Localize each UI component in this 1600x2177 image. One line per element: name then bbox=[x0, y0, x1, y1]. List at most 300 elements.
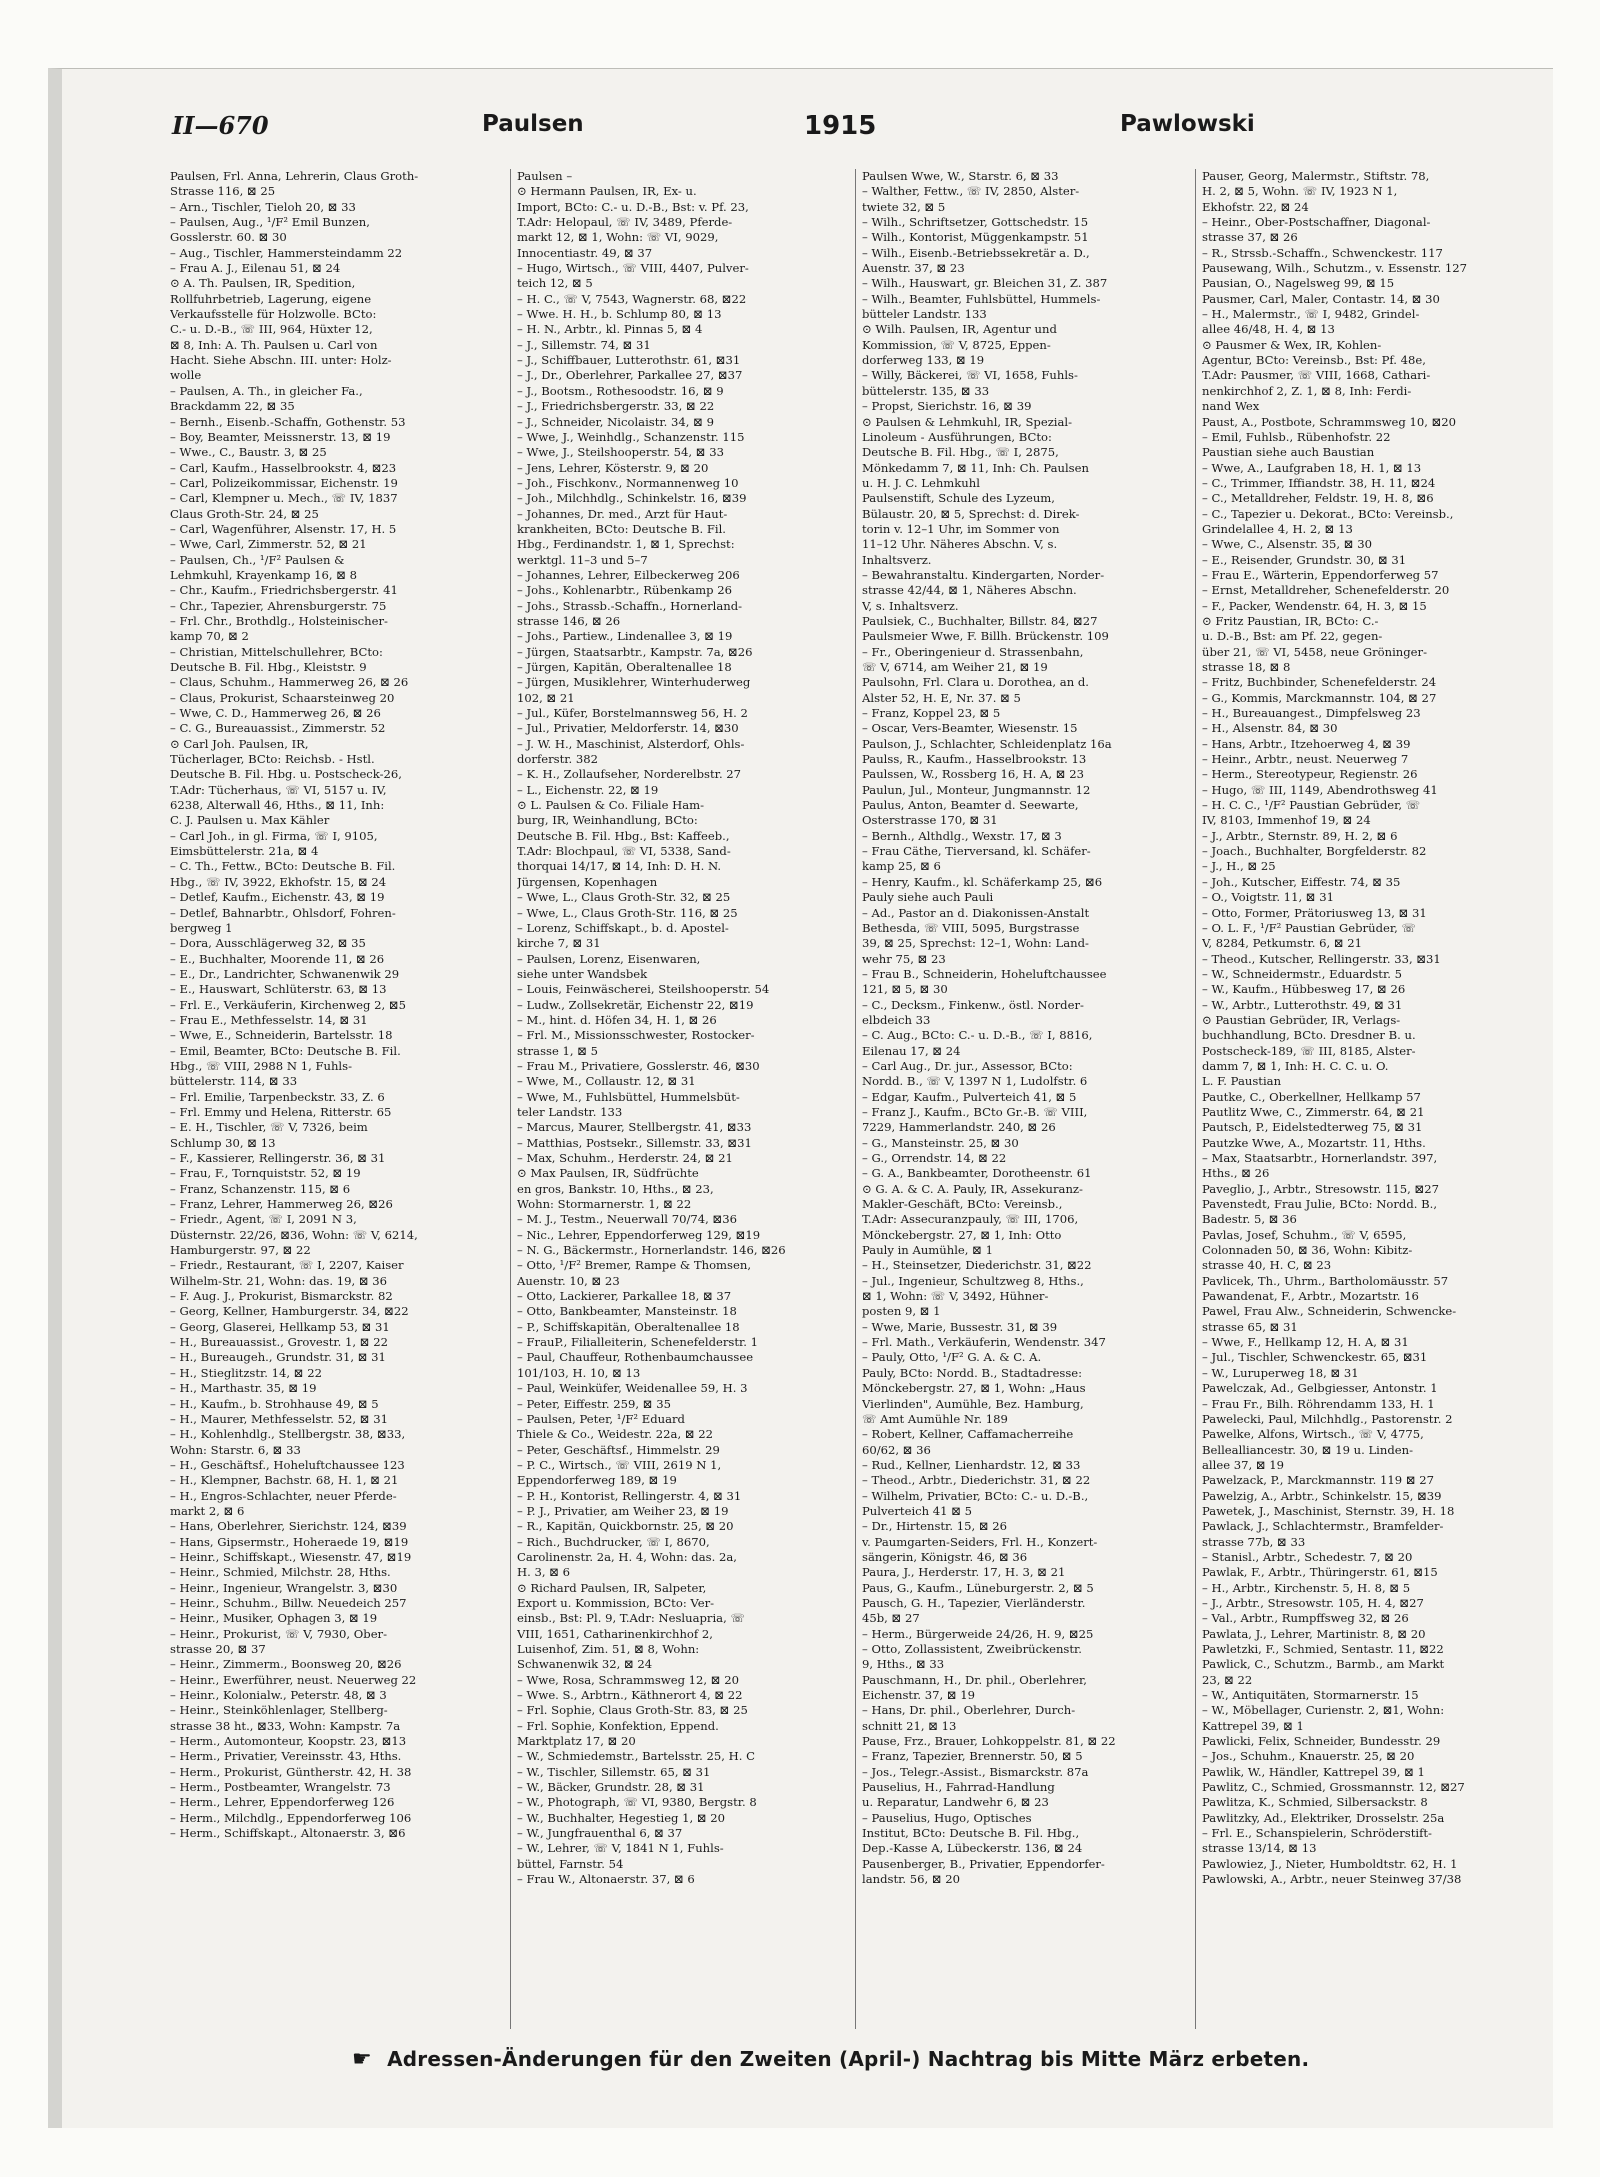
directory-entry-line: Paulun, Jul., Monteur, Jungmannstr. 12 bbox=[862, 782, 1091, 797]
directory-entry-line: burg, IR, Weinhandlung, BCto: bbox=[517, 813, 698, 828]
directory-entry-line: v. Paumgarten-Seiders, Frl. H., Konzert- bbox=[862, 1534, 1098, 1549]
directory-entry-line: – H., Geschäftsf., Hoheluftchaussee 123 bbox=[170, 1457, 405, 1472]
directory-entry-line: – Pauselius, Hugo, Optisches bbox=[862, 1810, 1032, 1825]
directory-entry-line: – C., Trimmer, Iffiandstr. 38, H. 11, ⊠24 bbox=[1202, 475, 1436, 490]
directory-entry-line: – W., Lehrer, ☏ V, 1841 N 1, Fuhls- bbox=[517, 1841, 724, 1856]
directory-entry-line: – H., Klempner, Bachstr. 68, H. 1, ⊠ 21 bbox=[170, 1473, 399, 1488]
directory-entry-line: 121, ⊠ 5, ⊠ 30 bbox=[862, 982, 948, 997]
directory-entry-line: – Herm., Stereotypeur, Regienstr. 26 bbox=[1202, 767, 1418, 782]
directory-entry-line: Hbg., ☏ VIII, 2988 N 1, Fuhls- bbox=[170, 1058, 352, 1073]
directory-entry-line: – Johs., Strassb.-Schaffn., Hornerland- bbox=[517, 598, 743, 613]
directory-entry-line: – Paul, Chauffeur, Rothenbaumchaussee bbox=[517, 1350, 754, 1365]
directory-entry-line: – Heinr., Schuhm., Billw. Neuedeich 257 bbox=[170, 1595, 407, 1610]
directory-entry-line: Wohn: Stormarnerstr. 1, ⊠ 22 bbox=[517, 1197, 692, 1212]
directory-entry-line: Pawetek, J., Maschinist, Sternstr. 39, H. 18 bbox=[1202, 1503, 1455, 1518]
directory-entry-line: – H. N., Arbtr., kl. Pinnas 5, ⊠ 4 bbox=[517, 322, 703, 337]
directory-entry-line: – Aug., Tischler, Hammersteindamm 22 bbox=[170, 245, 403, 260]
directory-entry-line: Pawlowiez, J., Nieter, Humboldtstr. 62, H. 1 bbox=[1202, 1856, 1458, 1871]
directory-entry-line: – Herm., Bürgerweide 24/26, H. 9, ⊠25 bbox=[862, 1626, 1094, 1641]
directory-entry-line: Pulverteich 41 ⊠ 5 bbox=[862, 1503, 973, 1518]
directory-entry-line: – E., Reisender, Grundstr. 30, ⊠ 31 bbox=[1202, 552, 1407, 567]
directory-entry-line: – Johs., Partiew., Lindenallee 3, ⊠ 19 bbox=[517, 629, 733, 644]
directory-entry-line: – H., Maurer, Methfesselstr. 52, ⊠ 31 bbox=[170, 1411, 388, 1426]
directory-entry-line: Makler-Geschäft, BCto: Vereinsb., bbox=[862, 1197, 1063, 1212]
directory-entry-line: Pausenberger, B., Privatier, Eppendorfer- bbox=[862, 1856, 1105, 1871]
column-2 bbox=[510, 169, 842, 2029]
directory-entry-line: strasse 65, ⊠ 31 bbox=[1202, 1319, 1298, 1334]
directory-entry-line: – Nic., Lehrer, Eppendorferweg 129, ⊠19 bbox=[517, 1227, 761, 1242]
directory-entry-line: Agentur, BCto: Vereinsb., Bst: Pf. 48e, bbox=[1202, 353, 1426, 368]
directory-entry-line: Paulson, J., Schlachter, Schleidenplatz 16a bbox=[862, 736, 1112, 751]
directory-entry-line: Bülaustr. 20, ⊠ 5, Sprechst: d. Direk- bbox=[862, 506, 1080, 521]
directory-entry-line: Pawlack, J., Schlachtermstr., Bramfelder- bbox=[1202, 1519, 1444, 1534]
directory-entry-line: landstr. 56, ⊠ 20 bbox=[862, 1872, 961, 1887]
directory-entry-line: strasse 38 ht., ⊠33, Wohn: Kampstr. 7a bbox=[170, 1718, 401, 1733]
directory-entry-line: – Heinr., Schiffskapt., Wiesenstr. 47, ⊠19 bbox=[170, 1549, 412, 1564]
directory-entry-line: Grindelallee 4, H. 2, ⊠ 13 bbox=[1202, 521, 1353, 536]
footer-text: Adressen-Änderungen für den Zweiten (April-) Nachtrag bis Mitte März erbeten. bbox=[387, 2047, 1310, 2071]
page-number: II—670 bbox=[172, 111, 269, 140]
directory-entry-line: – Hans, Gipsermstr., Hoheraede 19, ⊠19 bbox=[170, 1534, 409, 1549]
directory-entry-line: – M., hint. d. Höfen 34, H. 1, ⊠ 26 bbox=[517, 1012, 717, 1027]
directory-entry-line: Lehmkuhl, Krayenkamp 16, ⊠ 8 bbox=[170, 567, 357, 582]
directory-entry-line: – Herm., Schiffskapt., Altonaerstr. 3, ⊠6 bbox=[170, 1826, 406, 1841]
directory-entry-line: Pawlitz, C., Schmied, Grossmannstr. 12, ⊠27 bbox=[1202, 1780, 1465, 1795]
directory-entry-line: Hbg., Ferdinandstr. 1, ⊠ 1, Sprechst: bbox=[517, 537, 735, 552]
directory-entry-line: – Wilh., Eisenb.-Betriebssekretär a. D., bbox=[862, 245, 1090, 260]
directory-entry-line: en gros, Bankstr. 10, Hths., ⊠ 23, bbox=[517, 1181, 714, 1196]
directory-entry-line: – Frau W., Altonaerstr. 37, ⊠ 6 bbox=[517, 1872, 695, 1887]
directory-entry-line: – Wilh., Schriftsetzer, Gottschedstr. 15 bbox=[862, 215, 1089, 230]
directory-entry-line: Paura, J., Herderstr. 17, H. 3, ⊠ 21 bbox=[862, 1565, 1066, 1580]
directory-entry-line: Kattrepel 39, ⊠ 1 bbox=[1202, 1718, 1304, 1733]
directory-entry-line: – Wilh., Kontorist, Müggenkampstr. 51 bbox=[862, 230, 1089, 245]
directory-entry-line: – Wwe, J., Steilshooperstr. 54, ⊠ 33 bbox=[517, 445, 724, 460]
directory-entry-line: – Wwe, Rosa, Schrammsweg 12, ⊠ 20 bbox=[517, 1672, 739, 1687]
directory-entry-line: – Stanisl., Arbtr., Schedestr. 7, ⊠ 20 bbox=[1202, 1549, 1413, 1564]
directory-entry-line: – C. Aug., BCto: C.- u. D.-B., ☏ I, 8816, bbox=[862, 1028, 1093, 1043]
directory-entry-line: ☏ Amt Aumühle Nr. 189 bbox=[862, 1411, 1008, 1426]
directory-entry-line: – Frau M., Privatiere, Gosslerstr. 46, ⊠30 bbox=[517, 1058, 760, 1073]
directory-entry-line: – Otto, Bankbeamter, Mansteinstr. 18 bbox=[517, 1304, 737, 1319]
directory-entry-line: Pawel, Frau Alw., Schneiderin, Schwencke- bbox=[1202, 1304, 1457, 1319]
directory-entry-line: Pavenstedt, Frau Julie, BCto: Nordd. B., bbox=[1202, 1197, 1438, 1212]
directory-entry-line: teich 12, ⊠ 5 bbox=[517, 276, 593, 291]
directory-entry-line: – Theod., Kutscher, Rellingerstr. 33, ⊠31 bbox=[1202, 951, 1441, 966]
directory-entry-line: 11–12 Uhr. Näheres Abschn. V, s. bbox=[862, 537, 1058, 552]
directory-entry-line: ⊙ Wilh. Paulsen, IR, Agentur und bbox=[862, 322, 1057, 337]
directory-entry-line: Rollfuhrbetrieb, Lagerung, eigene bbox=[170, 291, 372, 306]
directory-entry-line: werktgl. 11–3 und 5–7 bbox=[517, 552, 648, 567]
directory-entry-line: – H., Engros-Schlachter, neuer Pferde- bbox=[170, 1488, 397, 1503]
directory-entry-line: – Jul., Tischler, Schwenckestr. 65, ⊠31 bbox=[1202, 1350, 1428, 1365]
directory-entry-line: buchhandlung, BCto. Dresdner B. u. bbox=[1202, 1028, 1416, 1043]
directory-entry-line: – Christian, Mittelschullehrer, BCto: bbox=[170, 644, 383, 659]
directory-entry-line: ⊙ A. Th. Paulsen, IR, Spedition, bbox=[170, 276, 356, 291]
directory-entry-line: – Hugo, Wirtsch., ☏ VIII, 4407, Pulver- bbox=[517, 261, 749, 276]
directory-entry-line: Pawlak, F., Arbtr., Thüringerstr. 61, ⊠15 bbox=[1202, 1565, 1438, 1580]
directory-entry-line: L. F. Paustian bbox=[1202, 1074, 1282, 1089]
directory-entry-line: teler Landstr. 133 bbox=[517, 1104, 623, 1119]
directory-entry-line: Pawelke, Alfons, Wirtsch., ☏ V, 4775, bbox=[1202, 1427, 1424, 1442]
directory-entry-line: – F. Aug. J., Prokurist, Bismarckstr. 82 bbox=[170, 1289, 393, 1304]
directory-entry-line: VIII, 1651, Catharinenkirchhof 2, bbox=[517, 1626, 713, 1641]
directory-entry-line: – Wilhelm, Privatier, BCto: C.- u. D.-B., bbox=[862, 1488, 1089, 1503]
directory-entry-line: sängerin, Königstr. 46, ⊠ 36 bbox=[862, 1549, 1028, 1564]
directory-entry-line: – Walther, Fettw., ☏ IV, 2850, Alster- bbox=[862, 184, 1080, 199]
directory-entry-line: Mönckebergstr. 27, ⊠ 1, Inh: Otto bbox=[862, 1227, 1062, 1242]
directory-entry-line: strasse 18, ⊠ 8 bbox=[1202, 660, 1291, 674]
directory-entry-line: – W., Möbellager, Curienstr. 2, ⊠1, Wohn: bbox=[1202, 1703, 1445, 1718]
directory-entry-line: – P. H., Kontorist, Rellingerstr. 4, ⊠ 31 bbox=[517, 1488, 742, 1503]
directory-entry-line: Tücherlager, BCto: Reichsb. - Hstl. bbox=[170, 752, 375, 767]
directory-entry-line: – Wwe, M., Collaustr. 12, ⊠ 31 bbox=[517, 1074, 696, 1089]
directory-entry-line: – Val., Arbtr., Rumpffsweg 32, ⊠ 26 bbox=[1202, 1611, 1409, 1626]
directory-entry-line: Vierlinden", Aumühle, Bez. Hamburg, bbox=[862, 1396, 1084, 1411]
directory-entry-line: – Wwe, C. D., Hammerweg 26, ⊠ 26 bbox=[170, 706, 381, 721]
directory-entry-line: – Dr., Hirtenstr. 15, ⊠ 26 bbox=[862, 1519, 1007, 1534]
directory-entry-line: Pauser, Georg, Malermstr., Stiftstr. 78, bbox=[1202, 169, 1430, 183]
directory-entry-line: – M. J., Testm., Neuerwall 70/74, ⊠36 bbox=[517, 1212, 737, 1227]
directory-entry-line: ⊙ Hermann Paulsen, IR, Ex- u. bbox=[517, 184, 697, 199]
directory-entry-line: – Detlef, Bahnarbtr., Ohlsdorf, Fohren- bbox=[170, 905, 396, 920]
directory-entry-line: H. 2, ⊠ 5, Wohn. ☏ IV, 1923 N 1, bbox=[1202, 184, 1398, 199]
directory-entry-line: u. D.-B., Bst: am Pf. 22, gegen- bbox=[1202, 629, 1383, 644]
directory-entry-line: thorquai 14/17, ⊠ 14, Inh: D. H. N. bbox=[517, 859, 722, 874]
directory-entry-line: – Oscar, Vers-Beamter, Wiesenstr. 15 bbox=[862, 721, 1078, 736]
directory-entry-line: Paveglio, J., Arbtr., Stresowstr. 115, ⊠27 bbox=[1202, 1181, 1439, 1196]
directory-entry-line: über 21, ☏ VI, 5458, neue Gröninger- bbox=[1202, 644, 1427, 659]
directory-entry-line: Pausmer, Carl, Maler, Contastr. 14, ⊠ 30 bbox=[1202, 291, 1440, 306]
directory-entry-line: – Franz J., Kaufm., BCto Gr.-B. ☏ VIII, bbox=[862, 1104, 1088, 1119]
directory-entry-line: – Wwe, C., Alsenstr. 35, ⊠ 30 bbox=[1202, 537, 1372, 552]
directory-entry-line: Badestr. 5, ⊠ 36 bbox=[1202, 1212, 1297, 1227]
directory-entry-line: Wohn: Starstr. 6, ⊠ 33 bbox=[170, 1442, 301, 1457]
directory-entry-line: – Wwe, E., Schneiderin, Bartelsstr. 18 bbox=[170, 1028, 393, 1043]
directory-entry-line: siehe unter Wandsbek bbox=[517, 966, 648, 981]
directory-entry-line: Osterstrasse 170, ⊠ 31 bbox=[862, 813, 998, 828]
directory-entry-line: – Peter, Geschäftsf., Himmelstr. 29 bbox=[517, 1442, 720, 1457]
directory-entry-line: Paulsohn, Frl. Clara u. Dorothea, an d. bbox=[862, 675, 1089, 690]
directory-entry-line: wehr 75, ⊠ 23 bbox=[862, 951, 946, 966]
directory-entry-line: – W., Photograph, ☏ VI, 9380, Bergstr. 8 bbox=[517, 1795, 757, 1810]
directory-entry-line: Pausewang, Wilh., Schutzm., v. Essenstr. 127 bbox=[1202, 261, 1468, 276]
directory-entry-line: – H., Bureauassist., Grovestr. 1, ⊠ 22 bbox=[170, 1335, 388, 1350]
directory-entry-line: – Henry, Kaufm., kl. Schäferkamp 25, ⊠6 bbox=[862, 874, 1103, 889]
directory-entry-line: Pawlick, C., Schutzm., Barmb., am Markt bbox=[1202, 1657, 1445, 1672]
directory-entry-line: Pause, Frz., Brauer, Lohkoppelstr. 81, ⊠ 22 bbox=[862, 1734, 1116, 1749]
directory-entry-line: – Franz, Koppel 23, ⊠ 5 bbox=[862, 706, 1001, 721]
directory-entry-line: – Emil, Fuhlsb., Rübenhofstr. 22 bbox=[1202, 429, 1391, 444]
directory-entry-line: – Max, Schuhm., Herderstr. 24, ⊠ 21 bbox=[517, 1151, 733, 1165]
directory-entry-line: – Marcus, Maurer, Stellbergstr. 41, ⊠33 bbox=[517, 1120, 752, 1135]
directory-entry-line: – Matthias, Postsekr., Sillemstr. 33, ⊠31 bbox=[517, 1135, 752, 1150]
directory-entry-line: – E., Buchhalter, Moorende 11, ⊠ 26 bbox=[170, 951, 385, 966]
directory-entry-line: Pawlata, J., Lehrer, Martinistr. 8, ⊠ 20 bbox=[1202, 1626, 1426, 1641]
directory-entry-line: bütteler Landstr. 133 bbox=[862, 307, 987, 322]
directory-entry-line: – Paulsen, Lorenz, Eisenwaren, bbox=[517, 951, 701, 966]
directory-entry-line: – Bewahranstaltu. Kindergarten, Norder- bbox=[862, 567, 1105, 582]
directory-entry-line: – W., Bäcker, Grundstr. 28, ⊠ 31 bbox=[517, 1780, 705, 1795]
directory-entry-line: – Georg, Glaserei, Hellkamp 53, ⊠ 31 bbox=[170, 1319, 390, 1334]
directory-entry-line: – Claus, Prokurist, Schaarsteinweg 20 bbox=[170, 690, 395, 705]
directory-entry-line: Carolinenstr. 2a, H. 4, Wohn: das. 2a, bbox=[517, 1549, 737, 1564]
directory-entry-line: strasse 77b, ⊠ 33 bbox=[1202, 1534, 1306, 1549]
directory-entry-line: – Frl. Sophie, Claus Groth-Str. 83, ⊠ 25 bbox=[517, 1703, 748, 1718]
directory-entry-line: – Otto, Former, Prätoriusweg 13, ⊠ 31 bbox=[1202, 905, 1427, 920]
directory-entry-line: ⊙ Fritz Paustian, IR, BCto: C.- bbox=[1202, 613, 1379, 628]
directory-entry-line: – Heinr., Schmied, Milchstr. 28, Hths. bbox=[170, 1565, 391, 1580]
directory-entry-line: – Bernh., Althdlg., Wexstr. 17, ⊠ 3 bbox=[862, 828, 1062, 843]
directory-entry-line: – Herm., Lehrer, Eppendorferweg 126 bbox=[170, 1795, 395, 1810]
directory-entry-line: – Jos., Telegr.-Assist., Bismarckstr. 87a bbox=[862, 1764, 1089, 1779]
directory-entry-line: – Herm., Prokurist, Güntherstr. 42, H. 38 bbox=[170, 1764, 412, 1779]
directory-entry-line: – Joach., Buchhalter, Borgfelderstr. 82 bbox=[1202, 844, 1427, 859]
directory-entry-line: Hamburgerstr. 97, ⊠ 22 bbox=[170, 1243, 311, 1258]
directory-entry-line: T.Adr: Pausmer, ☏ VIII, 1668, Cathari- bbox=[1202, 368, 1431, 383]
directory-entry-line: – Jul., Küfer, Borstelmannsweg 56, H. 2 bbox=[517, 706, 748, 721]
directory-entry-line: – C. G., Bureauassist., Zimmerstr. 52 bbox=[170, 721, 386, 736]
directory-entry-line: ⊙ Carl Joh. Paulsen, IR, bbox=[170, 736, 309, 751]
directory-entry-line: Paulssen, W., Rossberg 16, H. A, ⊠ 23 bbox=[862, 767, 1084, 782]
directory-entry-line: wolle bbox=[170, 368, 202, 383]
directory-entry-line: Auenstr. 37, ⊠ 23 bbox=[862, 261, 965, 276]
directory-entry-line: – W., Arbtr., Lutterothstr. 49, ⊠ 31 bbox=[1202, 997, 1403, 1012]
directory-entry-line: – Rich., Buchdrucker, ☏ I, 8670, bbox=[517, 1534, 710, 1549]
directory-entry-line: Postscheck-189, ☏ III, 8185, Alster- bbox=[1202, 1043, 1416, 1058]
directory-entry-line: ⊙ Richard Paulsen, IR, Salpeter, bbox=[517, 1580, 707, 1595]
directory-entry-line: elbdeich 33 bbox=[862, 1012, 931, 1027]
directory-entry-line: – Carl, Polizeikommissar, Eichenstr. 19 bbox=[170, 475, 398, 490]
directory-entry-line: IV, 8103, Immenhof 19, ⊠ 24 bbox=[1202, 813, 1371, 828]
directory-entry-line: – Wwe, L., Claus Groth-Str. 116, ⊠ 25 bbox=[517, 905, 738, 920]
directory-entry-line: – W., Jungfrauenthal 6, ⊠ 37 bbox=[517, 1826, 683, 1841]
directory-entry-line: torin v. 12–1 Uhr, im Sommer von bbox=[862, 521, 1060, 536]
directory-entry-line: Paulsiek, C., Buchhalter, Billstr. 84, ⊠27 bbox=[862, 613, 1098, 628]
directory-entry-line: – G., Orrendstr. 14, ⊠ 22 bbox=[862, 1151, 1007, 1165]
directory-entry-line: Wilhelm-Str. 21, Wohn: das. 19, ⊠ 36 bbox=[170, 1273, 388, 1288]
directory-entry-line: Kommission, ☏ V, 8725, Eppen- bbox=[862, 337, 1051, 352]
directory-entry-line: damm 7, ⊠ 1, Inh: H. C. C. u. O. bbox=[1202, 1058, 1389, 1073]
directory-entry-line: posten 9, ⊠ 1 bbox=[862, 1304, 941, 1319]
directory-entry-line: – Heinr., Ober-Postschaffner, Diagonal- bbox=[1202, 215, 1431, 230]
directory-entry-line: – Hans, Oberlehrer, Sierichstr. 124, ⊠39 bbox=[170, 1519, 407, 1534]
directory-entry-line: schnitt 21, ⊠ 13 bbox=[862, 1718, 957, 1733]
directory-entry-line: – Wilh., Beamter, Fuhlsbüttel, Hummels- bbox=[862, 291, 1101, 306]
directory-entry-line: Hbg., ☏ IV, 3922, Ekhofstr. 15, ⊠ 24 bbox=[170, 874, 387, 889]
directory-entry-line: strasse 146, ⊠ 26 bbox=[517, 613, 621, 628]
directory-entry-line: – Joh., Kutscher, Eiffestr. 74, ⊠ 35 bbox=[1202, 874, 1401, 889]
directory-entry-line: – Emil, Beamter, BCto: Deutsche B. Fil. bbox=[170, 1043, 401, 1058]
directory-entry-line: – Wwe. H. H., b. Schlump 80, ⊠ 13 bbox=[517, 307, 722, 322]
directory-entry-line: Pautzke Wwe, A., Mozartstr. 11, Hths. bbox=[1202, 1135, 1426, 1150]
directory-entry-line: Pauly, BCto: Nordd. B., Stadtadresse: bbox=[862, 1365, 1083, 1380]
directory-entry-line: Pawelzig, A., Arbtr., Schinkelstr. 15, ⊠39 bbox=[1202, 1488, 1442, 1503]
column-4 bbox=[1195, 169, 1527, 2029]
directory-entry-line: – W., Schneidermstr., Eduardstr. 5 bbox=[1202, 966, 1402, 981]
directory-entry-line: – Frau B., Schneiderin, Hoheluftchaussee bbox=[862, 966, 1107, 981]
directory-columns bbox=[170, 169, 1468, 2029]
directory-entry-line: – Edgar, Kaufm., Pulverteich 41, ⊠ 5 bbox=[862, 1089, 1077, 1104]
directory-entry-line: – Ludw., Zollsekretär, Eichenstr 22, ⊠19 bbox=[517, 997, 754, 1012]
directory-entry-line: – Frau A. J., Eilenau 51, ⊠ 24 bbox=[170, 261, 341, 276]
directory-entry-line: Deutsche B. Fil. Hbg. u. Postscheck-26, bbox=[170, 767, 402, 782]
directory-entry-line: Verkaufsstelle für Holzwolle. BCto: bbox=[170, 307, 377, 322]
directory-entry-line: dorferweg 133, ⊠ 19 bbox=[862, 353, 985, 368]
directory-entry-line: – E., Hauswart, Schlüterstr. 63, ⊠ 13 bbox=[170, 982, 387, 997]
directory-entry-line: – R., Kapitän, Quickbornstr. 25, ⊠ 20 bbox=[517, 1519, 734, 1534]
directory-entry-line: ☏ V, 6714, am Weiher 21, ⊠ 19 bbox=[862, 660, 1048, 674]
directory-entry-line: Export u. Kommission, BCto: Ver- bbox=[517, 1595, 715, 1610]
directory-entry-line: Colonnaden 50, ⊠ 36, Wohn: Kibitz- bbox=[1202, 1243, 1413, 1258]
directory-entry-line: büttelerstr. 135, ⊠ 33 bbox=[862, 383, 990, 398]
directory-entry-line: – Peter, Eiffestr. 259, ⊠ 35 bbox=[517, 1396, 671, 1411]
directory-entry-line: – Wwe, M., Fuhlsbüttel, Hummelsbüt- bbox=[517, 1089, 740, 1104]
directory-entry-line: – Jul., Ingenieur, Schultzweg 8, Hths., bbox=[862, 1273, 1084, 1288]
directory-entry-line: – Otto, Zollassistent, Zweibrückenstr. bbox=[862, 1642, 1082, 1656]
directory-entry-line: – C., Metalldreher, Feldstr. 19, H. 8, ⊠6 bbox=[1202, 491, 1434, 506]
directory-entry-line: – Herm., Postbeamter, Wrangelstr. 73 bbox=[170, 1780, 391, 1795]
right-running-head: Pawlowski bbox=[1120, 111, 1255, 137]
directory-entry-line: – Frl. E., Schanspielerin, Schröderstift- bbox=[1202, 1826, 1432, 1841]
directory-entry-line: Thiele & Co., Weidestr. 22a, ⊠ 22 bbox=[517, 1427, 713, 1442]
directory-entry-line: – H., Marthastr. 35, ⊠ 19 bbox=[170, 1381, 317, 1396]
directory-entry-line: – Propst, Sierichstr. 16, ⊠ 39 bbox=[862, 399, 1032, 414]
directory-entry-line: Marktplatz 17, ⊠ 20 bbox=[517, 1734, 636, 1749]
directory-entry-line: – Frl. Emmy und Helena, Ritterstr. 65 bbox=[170, 1104, 392, 1119]
pointing-hand-icon: ☛ bbox=[352, 2047, 372, 2072]
directory-entry-line: – Frl. Chr., Brothdlg., Holsteinischer- bbox=[170, 613, 388, 628]
directory-entry-line: – L., Eichenstr. 22, ⊠ 19 bbox=[517, 782, 659, 797]
directory-entry-line: Paust, A., Postbote, Schrammsweg 10, ⊠20 bbox=[1202, 414, 1457, 429]
directory-entry-line: – Max, Staatsarbtr., Hornerlandstr. 397, bbox=[1202, 1151, 1438, 1165]
directory-entry-line: – Chr., Tapezier, Ahrensburgerstr. 75 bbox=[170, 598, 387, 613]
directory-entry-line: – Robert, Kellner, Caffamacherreihe bbox=[862, 1427, 1074, 1442]
directory-entry-line: Mönkedamm 7, ⊠ 11, Inh: Ch. Paulsen bbox=[862, 460, 1089, 475]
directory-entry-line: Paulsen – bbox=[517, 169, 573, 183]
directory-entry-line: – E. H., Tischler, ☏ V, 7326, beim bbox=[170, 1120, 368, 1135]
directory-entry-line: Mönckebergstr. 27, ⊠ 1, Wohn: „Haus bbox=[862, 1381, 1086, 1396]
directory-entry-line: – Paul, Weinküfer, Weidenallee 59, H. 3 bbox=[517, 1381, 748, 1396]
directory-entry-line: – G., Kommis, Marckmannstr. 104, ⊠ 27 bbox=[1202, 690, 1437, 705]
directory-entry-line: Pautlitz Wwe, C., Zimmerstr. 64, ⊠ 21 bbox=[1202, 1104, 1425, 1119]
directory-entry-line: – Wwe, A., Laufgraben 18, H. 1, ⊠ 13 bbox=[1202, 460, 1422, 475]
directory-entry-line: strasse 1, ⊠ 5 bbox=[517, 1043, 599, 1058]
directory-entry-line: Schwanenwik 32, ⊠ 24 bbox=[517, 1657, 653, 1672]
directory-entry-line: – Friedr., Agent, ☏ I, 2091 N 3, bbox=[170, 1212, 357, 1227]
directory-entry-line: C. J. Paulsen u. Max Kähler bbox=[170, 813, 330, 828]
directory-entry-line: Paulsmeier Wwe, F. Billh. Brückenstr. 109 bbox=[862, 629, 1109, 644]
directory-entry-line: Import, BCto: C.- u. D.-B., Bst: v. Pf. 23, bbox=[517, 199, 749, 214]
directory-entry-line: – Carl, Wagenführer, Alsenstr. 17, H. 5 bbox=[170, 521, 397, 536]
directory-entry-line: Auenstr. 10, ⊠ 23 bbox=[517, 1273, 620, 1288]
directory-entry-line: – W., Antiquitäten, Stormarnerstr. 15 bbox=[1202, 1688, 1419, 1703]
directory-entry-line: – Boy, Beamter, Meissnerstr. 13, ⊠ 19 bbox=[170, 429, 391, 444]
directory-entry-line: – C., Decksm., Finkenw., östl. Norder- bbox=[862, 997, 1084, 1012]
directory-entry-line: – Frau, F., Tornquiststr. 52, ⊠ 19 bbox=[170, 1166, 361, 1181]
directory-entry-line: – P. C., Wirtsch., ☏ VIII, 2619 N 1, bbox=[517, 1457, 722, 1472]
directory-entry-line: nenkirchhof 2, Z. 1, ⊠ 8, Inh: Ferdi- bbox=[1202, 383, 1412, 398]
directory-entry-line: C.- u. D.-B., ☏ III, 964, Hüxter 12, bbox=[170, 322, 373, 337]
directory-entry-line: Hacht. Siehe Abschn. III. unter: Holz- bbox=[170, 353, 392, 368]
directory-entry-line: – Louis, Feinwäscherei, Steilshooperstr. 54 bbox=[517, 982, 770, 997]
directory-entry-line: – W., Schmiedemstr., Bartelsstr. 25, H. C bbox=[517, 1749, 755, 1764]
directory-entry-line: – Herm., Privatier, Vereinsstr. 43, Hths. bbox=[170, 1749, 402, 1764]
directory-entry-line: – Heinr., Kolonialw., Peterstr. 48, ⊠ 3 bbox=[170, 1688, 387, 1703]
directory-entry-line: – Carl Aug., Dr. jur., Assessor, BCto: bbox=[862, 1058, 1073, 1073]
directory-entry-line: – Carl, Klempner u. Mech., ☏ IV, 1837 bbox=[170, 491, 398, 506]
directory-entry-line: Paulsen Wwe, W., Starstr. 6, ⊠ 33 bbox=[862, 169, 1059, 183]
page-header bbox=[62, 111, 1553, 151]
directory-entry-line: – J., Schiffbauer, Lutterothstr. 61, ⊠31 bbox=[517, 353, 741, 368]
directory-entry-line: Deutsche B. Fil. Hbg., Bst: Kaffeeb., bbox=[517, 828, 730, 843]
directory-entry-line: – H., Kaufm., b. Strohhause 49, ⊠ 5 bbox=[170, 1396, 379, 1411]
directory-entry-line: T.Adr: Blochpaul, ☏ VI, 5338, Sand- bbox=[517, 844, 731, 859]
directory-entry-line: Bellealliancestr. 30, ⊠ 19 u. Linden- bbox=[1202, 1442, 1414, 1457]
directory-entry-line: 45b, ⊠ 27 bbox=[862, 1611, 920, 1626]
directory-entry-line: – W., Kaufm., Hübbesweg 17, ⊠ 26 bbox=[1202, 982, 1406, 997]
directory-entry-line: – Detlef, Kaufm., Eichenstr. 43, ⊠ 19 bbox=[170, 890, 385, 905]
directory-entry-line: 23, ⊠ 22 bbox=[1202, 1672, 1253, 1687]
directory-entry-line: – J., Arbtr., Sternstr. 89, H. 2, ⊠ 6 bbox=[1202, 828, 1398, 843]
directory-entry-line: Dep.-Kasse A, Lübeckerstr. 136, ⊠ 24 bbox=[862, 1841, 1083, 1856]
directory-entry-line: – Heinr., Ewerführer, neust. Neuerweg 22 bbox=[170, 1672, 417, 1687]
directory-entry-line: Pauly in Aumühle, ⊠ 1 bbox=[862, 1243, 993, 1258]
directory-entry-line: Schlump 30, ⊠ 13 bbox=[170, 1135, 276, 1150]
directory-entry-line: Pautsch, P., Eidelstedterweg 75, ⊠ 31 bbox=[1202, 1120, 1423, 1135]
directory-entry-line: Pauly siehe auch Pauli bbox=[862, 890, 994, 905]
directory-entry-line: – Wwe., C., Baustr. 3, ⊠ 25 bbox=[170, 445, 327, 460]
directory-entry-line: Pawlik, W., Händler, Kattrepel 39, ⊠ 1 bbox=[1202, 1764, 1425, 1779]
directory-entry-line: – Frl. Sophie, Konfektion, Eppend. bbox=[517, 1718, 719, 1733]
directory-entry-line: – Wilh., Hauswart, gr. Bleichen 31, Z. 387 bbox=[862, 276, 1108, 291]
directory-entry-line: – Paulsen, Ch., ¹/F² Paulsen & bbox=[170, 552, 345, 567]
directory-entry-line: – Heinr., Zimmerm., Boonsweg 20, ⊠26 bbox=[170, 1657, 402, 1672]
directory-entry-line: Paulss, R., Kaufm., Hasselbrookstr. 13 bbox=[862, 752, 1087, 767]
column-1 bbox=[170, 169, 495, 2029]
directory-entry-line: strasse 40, H. C, ⊠ 23 bbox=[1202, 1258, 1332, 1273]
directory-entry-line: Institut, BCto: Deutsche B. Fil. Hbg., bbox=[862, 1826, 1080, 1841]
directory-entry-line: nand Wex bbox=[1202, 399, 1260, 414]
directory-entry-line: Pawlowski, A., Arbtr., neuer Steinweg 37/38 bbox=[1202, 1872, 1462, 1887]
directory-entry-line: – G., Mansteinstr. 25, ⊠ 30 bbox=[862, 1135, 1019, 1150]
directory-entry-line: Claus Groth-Str. 24, ⊠ 25 bbox=[170, 506, 319, 521]
directory-entry-line: – N. G., Bäckermstr., Hornerlandstr. 146, ⊠26 bbox=[517, 1243, 786, 1258]
directory-entry-line: – Wwe, F., Hellkamp 12, H. A, ⊠ 31 bbox=[1202, 1335, 1409, 1350]
directory-entry-line: Eichenstr. 37, ⊠ 19 bbox=[862, 1688, 975, 1703]
footer-notice bbox=[352, 2047, 1452, 2072]
directory-entry-line: – Georg, Kellner, Hamburgerstr. 34, ⊠22 bbox=[170, 1304, 409, 1319]
directory-entry-line: Pavlicek, Th., Uhrm., Bartholomäusstr. 57 bbox=[1202, 1273, 1449, 1288]
directory-entry-line: – Joh., Fischkonv., Normannenweg 10 bbox=[517, 475, 739, 490]
directory-entry-line: – K. H., Zollaufseher, Norderelbstr. 27 bbox=[517, 767, 742, 782]
directory-entry-line: – Jürgen, Musiklehrer, Winterhuderweg bbox=[517, 675, 751, 690]
directory-entry-line: – J., Dr., Oberlehrer, Parkallee 27, ⊠37 bbox=[517, 368, 743, 383]
directory-entry-line: – Frau Fr., Bilh. Röhrendamm 133, H. 1 bbox=[1202, 1396, 1435, 1411]
directory-entry-line: – FrauP., Filialleiterin, Schenefelderstr. 1 bbox=[517, 1335, 759, 1350]
directory-entry-line: kamp 70, ⊠ 2 bbox=[170, 629, 249, 644]
directory-entry-line: allee 37, ⊠ 19 bbox=[1202, 1457, 1285, 1472]
directory-entry-line: markt 2, ⊠ 6 bbox=[170, 1503, 245, 1518]
directory-entry-line: – H. C. C., ¹/F² Paustian Gebrüder, ☏ bbox=[1202, 798, 1421, 813]
directory-entry-line: – W., Buchhalter, Hegestieg 1, ⊠ 20 bbox=[517, 1810, 726, 1825]
directory-entry-line: – Wwe, L., Claus Groth-Str. 32, ⊠ 25 bbox=[517, 890, 731, 905]
directory-entry-line: – P., Schiffskapitän, Oberaltenallee 18 bbox=[517, 1319, 740, 1334]
directory-entry-line: Deutsche B. Fil. Hbg., ☏ I, 2875, bbox=[862, 445, 1059, 460]
directory-entry-line: – Paulsen, A. Th., in gleicher Fa., bbox=[170, 383, 363, 398]
directory-entry-line: Ekhofstr. 22, ⊠ 24 bbox=[1202, 199, 1309, 214]
directory-entry-line: – H., Alsenstr. 84, ⊠ 30 bbox=[1202, 721, 1338, 736]
